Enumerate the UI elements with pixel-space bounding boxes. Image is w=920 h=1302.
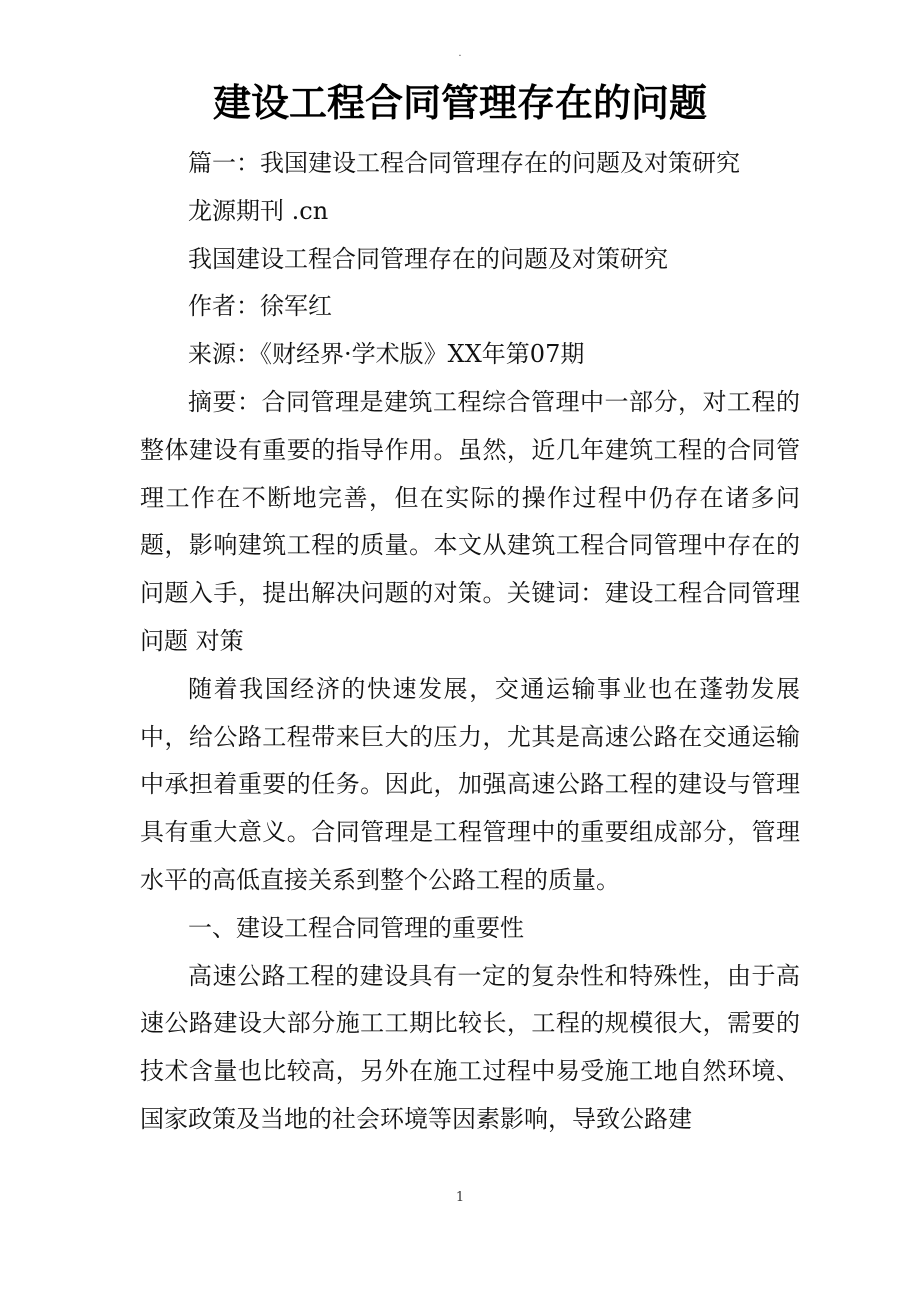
article-title: 我国建设工程合同管理存在的问题及对策研究 xyxy=(188,244,668,273)
page-number: 1 xyxy=(455,1190,465,1205)
intro-paragraph: 随着我国经济的快速发展，交通运输事业也在蓬勃发展中，给公路工程带来巨大的压力，尤其是高速公路在交通运输中承担着重要的任务。因此，加强高速公路工程的建设与管理具有重大意义。合同管理是工程管理中的重要组成部分，管理水平的高低直接关系到整个公路工程的质量。 xyxy=(140,674,800,894)
section-paragraph: 高速公路工程的建设具有一定的复杂性和特殊性，由于高速公路建设大部分施工工期比较长，工程的规模很大，需要的技术含量也比较高，另外在施工过程中易受施工地自然环境、国家政策及当地的社会环境等因素影响，导致公路建 xyxy=(140,961,800,1133)
article-author: 作者：徐军红 xyxy=(188,292,332,321)
article-source: 来源：《财经界·学术版》XX年第07期 xyxy=(188,340,585,369)
section-heading: 一、建设工程合同管理的重要性 xyxy=(188,913,524,942)
abstract-paragraph: 摘要：合同管理是建筑工程综合管理中一部分，对工程的整体建设有重要的指导作用。虽然，近几年建筑工程的合同管理工作在不断地完善，但在实际的操作过程中仍存在诸多问题，影响建筑工程的质量。本文从建筑工程合同管理中存在的问题入手，提出解决问题的对策。关键词：建设工程合同管理 问题 对策 xyxy=(140,387,800,655)
header-dot: . xyxy=(458,48,462,59)
document-title: 建设工程合同管理存在的问题 xyxy=(212,81,707,125)
source-website: 龙源期刊 .cn xyxy=(188,196,329,225)
article-heading: 篇一：我国建设工程合同管理存在的问题及对策研究 xyxy=(188,149,740,177)
document-body xyxy=(140,140,800,1144)
